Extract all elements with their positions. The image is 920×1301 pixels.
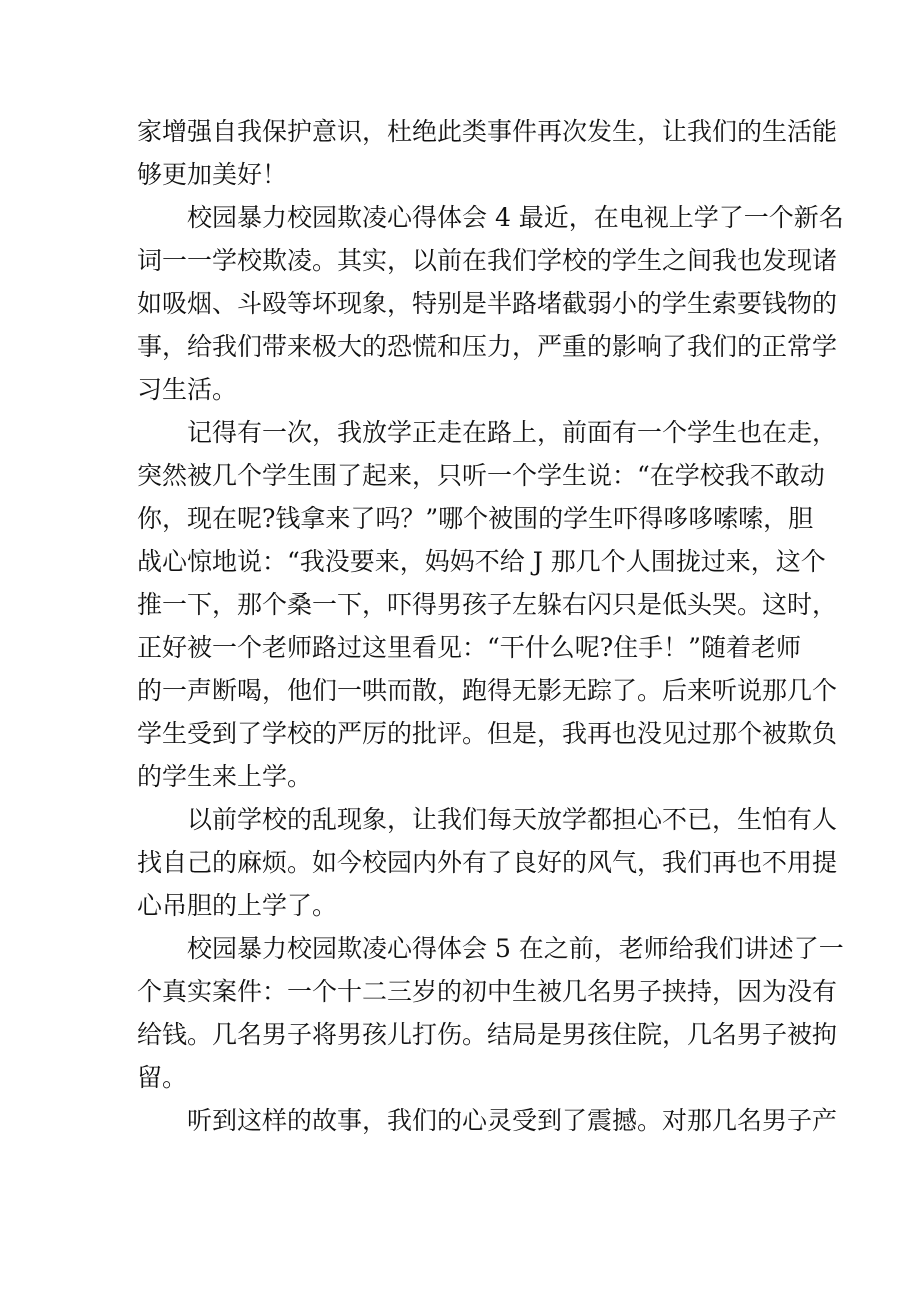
text-line: 词一一学校欺凌。其实，以前在我们学校的学生之间我也发现诸 [137, 246, 838, 275]
document-body [137, 110, 844, 1142]
text-line: 学生受到了学校的严厉的批评。但是，我再也没见过那个被欺负 [137, 719, 838, 748]
text-line: 习生活。 [137, 375, 238, 404]
text-line: 推一下，那个桑一下，吓得男孩子左躲右闪只是低头哭。这时， [137, 590, 838, 619]
text-line: 如吸烟、斗殴等坏现象，特别是半路堵截弱小的学生索要钱物的 [137, 289, 838, 318]
text-line: 战心惊地说：“我没要来，妈妈不给 J 那几个人围拢过来，这个 [137, 547, 826, 576]
text-line: 给钱。几名男子将男孩儿打伤。结局是男孩住院，几名男子被拘 [137, 1020, 838, 1049]
text-line: 事，给我们带来极大的恐慌和压力，严重的影响了我们的正常学 [137, 332, 838, 361]
text-line: 的一声断喝，他们一哄而散，跑得无影无踪了。后来听说那几个 [137, 676, 838, 705]
text-line: 留。 [137, 1063, 188, 1092]
text-line: 家增强自我保护意识，杜绝此类事件再次发生，让我们的生活能 [137, 117, 838, 146]
paragraph-first-line: 听到这样的故事，我们的心灵受到了震撼。对那几名男子产 [187, 1106, 838, 1135]
text-line: 突然被几个学生围了起来，只听一个学生说：“在学校我不敢动 [137, 461, 825, 490]
paragraph-first-line: 记得有一次，我放学正走在路上，前面有一个学生也在走， [187, 418, 838, 447]
text-line: 够更加美好！ [137, 160, 288, 189]
text-line: 个真实案件：一个十二三岁的初中生被几名男子挟持，因为没有 [137, 977, 838, 1006]
text-line: 找自己的麻烦。如今校园内外有了良好的风气，我们再也不用提 [137, 848, 838, 877]
text-line: 的学生来上学。 [137, 762, 313, 791]
text-line: 心吊胆的上学了。 [137, 891, 338, 920]
paragraph-first-line: 以前学校的乱现象，让我们每天放学都担心不已，生怕有人 [187, 805, 838, 834]
paragraph-first-line: 校园暴力校园欺凌心得体会 5 在之前，老师给我们讲述了一 [187, 934, 844, 963]
text-line: 正好被一个老师路过这里看见：“干什么呢?住手！”随着老师 [137, 633, 801, 662]
text-line: 你，现在呢?钱拿来了吗？”哪个被围的学生吓得哆哆嗦嗦，胆 [137, 504, 814, 533]
paragraph-first-line: 校园暴力校园欺凌心得体会 4 最近，在电视上学了一个新名 [187, 203, 844, 232]
